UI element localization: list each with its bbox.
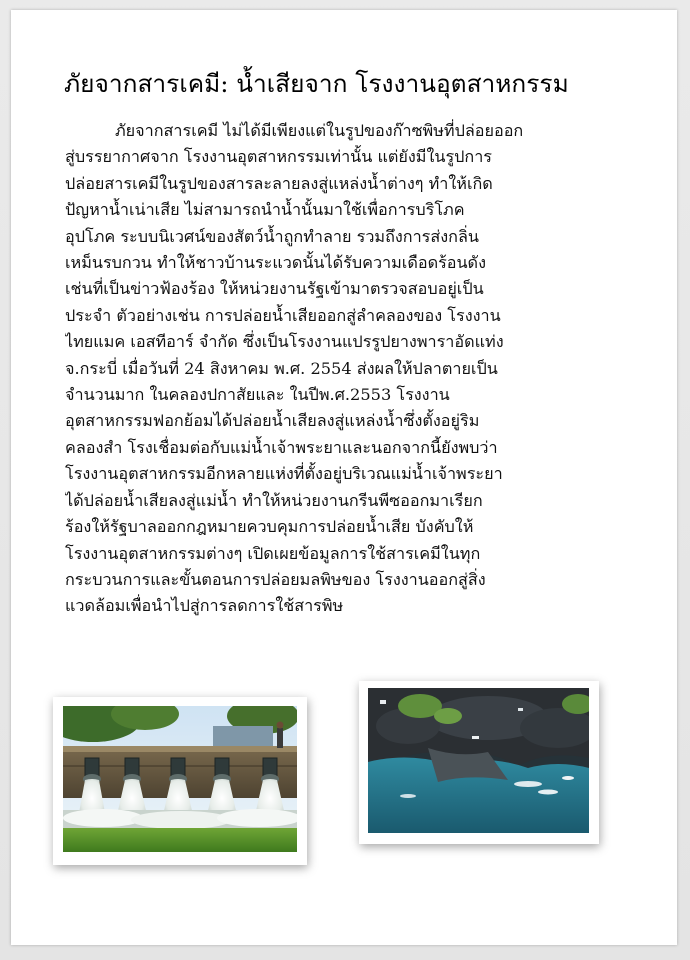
paragraph-line: ภัยจากสารเคมี ไม่ได้มีเพียงแต่ในรูปของก๊าซพิษที่ปล่อยออก	[115, 121, 524, 140]
paragraph-line: แวดล้อมเพื่อนำไปสู่การลดการใช้สารพิษ	[65, 596, 344, 616]
paragraph-line: ได้ปล่อยน้ำเสียลงสู่แม่น้ำ ทำให้หน่วยงานกรีนพีซออกมาเรียก	[65, 490, 483, 510]
paragraph-line: จ.กระบี่ เมื่อวันที่ 24 สิงหาคม พ.ศ. 2554 ส่งผลให้ปลาตายเป็น	[65, 358, 498, 378]
paragraph-line: อุตสาหกรรมฟอกย้อมได้ปล่อยน้ำเสียลงสู่แหล่งน้ำซึ่งตั้งอยู่ริม	[65, 411, 480, 431]
paragraph-line: ปล่อยสารเคมีในรูปของสารละลายลงสู่แหล่งน้ำต่างๆ ทำให้เกิด	[65, 173, 493, 193]
paragraph-line: ปัญหาน้ำเน่าเสีย ไม่สามารถนำน้ำนั้นมาใช้เพื่อการบริโภค	[65, 200, 465, 220]
paragraph-line: ร้องให้รัฐบาลออกกฎหมายควบคุมการปล่อยน้ำเสีย บังคับให้	[65, 517, 474, 537]
paragraph-line: เช่นที่เป็นข่าวฟ้องร้อง ให้หน่วยงานรัฐเข้ามาตรวจสอบอยู่เป็น	[65, 279, 484, 299]
polluted-canal-photo-frame	[359, 681, 599, 844]
paragraph-line: จำนวนมาก ในคลองปกาสัยและ ในปีพ.ศ.2553 โรงงาน	[65, 385, 450, 405]
body-paragraph	[65, 118, 617, 620]
polluted-canal-photo	[368, 688, 589, 833]
paragraph-line: ไทยแมค เอสทีอาร์ จำกัด ซึ่งเป็นโรงงานแปรรูปยางพาราอัดแท่ง	[65, 332, 504, 352]
paragraph-line: คลองสำ โรงเชื่อมต่อกับแม่น้ำเจ้าพระยาและนอกจากนี้ยังพบว่า	[65, 437, 498, 457]
factory-outfall-photo-frame	[53, 697, 307, 865]
paragraph-line: อุปโภค ระบบนิเวศน์ของสัตว์น้ำถูกทำลาย รวมถึงการส่งกลิ่น	[65, 226, 479, 246]
paragraph-line: เหม็นรบกวน ทำให้ชาวบ้านระแวดนั้นได้รับความเดือดร้อนดัง	[65, 253, 486, 273]
paragraph-line: โรงงานอุตสาหกรรมต่างๆ เปิดเผยข้อมูลการใช้สารเคมีในทุก	[65, 543, 481, 563]
paragraph-line: กระบวนการและขั้นตอนการปล่อยมลพิษของ โรงงานออกสู่สิ่ง	[65, 569, 486, 589]
factory-outfall-photo	[63, 706, 297, 852]
document-title: ภัยจากสารเคมี: น้ำเสียจาก โรงงานอุตสาหกรรม	[64, 69, 569, 98]
paragraph-line: สู่บรรยากาศจาก โรงงานอุตสาหกรรมเท่านั้น แต่ยังมีในรูปการ	[65, 147, 492, 167]
paragraph-line: โรงงานอุตสาหกรรมอีกหลายแห่งที่ตั้งอยู่บริเวณแม่น้ำเจ้าพระยา	[65, 464, 503, 484]
paragraph-line: ประจำ ตัวอย่างเช่น การปล่อยน้ำเสียออกสู่ลำคลองของ โรงงาน	[65, 305, 501, 325]
